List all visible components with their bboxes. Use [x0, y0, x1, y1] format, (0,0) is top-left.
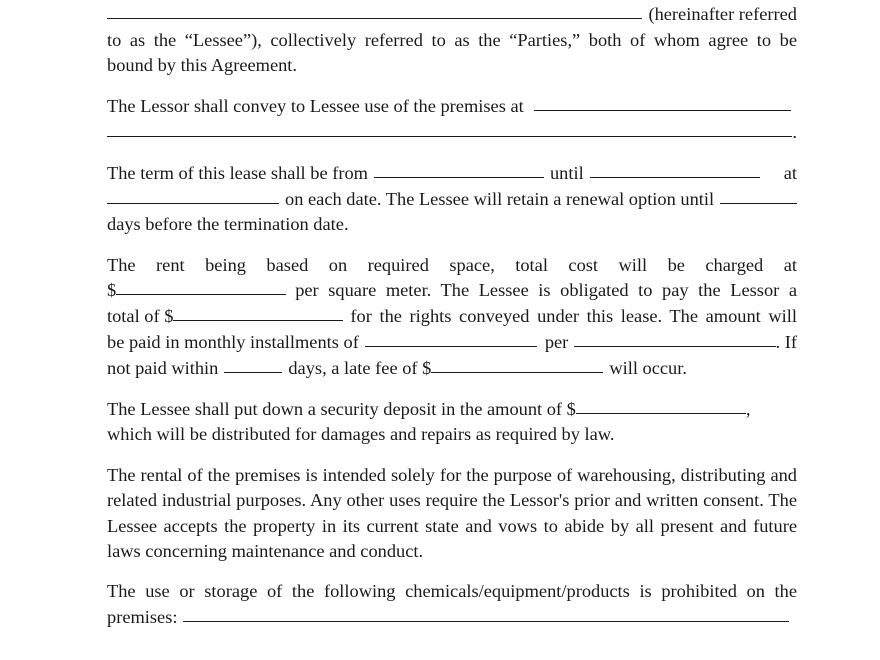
term-paragraph — [107, 160, 797, 237]
premises-paragraph — [107, 94, 797, 146]
premises-line-2 — [107, 120, 797, 146]
rent-line-4 — [107, 330, 797, 356]
rent-text-installments: be paid in monthly installments of — [107, 332, 359, 353]
rent-text-3: for the rights conveyed under this lease. The amount will — [350, 306, 797, 327]
installment-amount-blank[interactable] — [365, 329, 537, 347]
parties-text-3: bound by this Agreement. — [107, 55, 298, 76]
premises-address-blank-1[interactable] — [534, 93, 791, 111]
prohibited-items-blank[interactable] — [183, 604, 789, 622]
rent-paragraph — [107, 253, 797, 382]
renewal-days-blank[interactable] — [720, 185, 797, 203]
term-line-2 — [107, 186, 797, 212]
parties-paragraph — [107, 2, 797, 79]
rent-per-sqm-blank[interactable] — [116, 277, 286, 295]
deposit-comma: , — [745, 398, 751, 419]
premises-text: The Lessor shall convey to Lessee use of the premises at — [107, 96, 524, 117]
deposit-paragraph — [107, 397, 797, 448]
prohibited-text-1: The use or storage of the following chemicals/equipment/products is prohibited on the — [107, 581, 797, 602]
late-fee-blank[interactable] — [431, 355, 603, 373]
term-line-3 — [107, 212, 797, 237]
premises-line-1 — [107, 94, 797, 120]
use-paragraph — [107, 463, 797, 565]
parties-line-1 — [107, 2, 797, 28]
term-start-date-blank[interactable] — [374, 159, 544, 177]
installment-period-blank[interactable] — [574, 329, 775, 347]
deposit-text-1: The Lessee shall put down a security deposit in the amount of $ — [107, 398, 576, 419]
rent-total-prefix: total of $ — [107, 306, 174, 327]
rent-total-blank[interactable] — [173, 303, 343, 321]
prohibited-line-2 — [107, 605, 797, 631]
term-text-at: at — [783, 162, 797, 183]
prohibited-text-2: premises: — [107, 607, 178, 628]
rent-text-2: per square meter. The Lessee is obligated to pay the Lessor a — [295, 280, 797, 301]
term-text-from: The term of this lease shall be from — [107, 162, 368, 183]
use-text: The rental of the premises is intended solely for the purpose of warehousing, distributing and related industrial purposes. Any other uses require the Lessor's prior and written consent. The Lessee accepts the property in its current state and vows to abide by all present and future laws concerning maintenance and conduct. — [107, 464, 797, 561]
term-text-until: until — [549, 162, 584, 183]
parties-line-2 — [107, 28, 797, 53]
late-days-blank[interactable] — [224, 355, 282, 373]
prohibited-paragraph — [107, 579, 797, 630]
lessee-name-blank[interactable] — [107, 1, 642, 19]
parties-text-2: to as the “Lessee”), collectively referred to as the “Parties,” both of whom agree to be — [107, 29, 797, 50]
prohibited-line-1 — [107, 579, 797, 604]
term-end-date-blank[interactable] — [590, 159, 760, 177]
deposit-line-1 — [107, 397, 797, 423]
rent-text-not-paid: not paid within — [107, 358, 219, 379]
lease-document — [107, 2, 797, 646]
premises-period: . — [792, 122, 797, 143]
rent-text-if: . If — [775, 332, 797, 353]
term-text-renewal: on each date. The Lessee will retain a renewal option until — [285, 188, 715, 209]
rent-text-1: The rent being based on required space, total cost will be charged at — [107, 254, 797, 275]
parties-text-1: (hereinafter referred — [648, 4, 797, 25]
rent-line-1 — [107, 253, 797, 278]
deposit-amount-blank[interactable] — [576, 396, 746, 414]
premises-address-blank-2[interactable] — [107, 119, 792, 137]
rent-line-3 — [107, 304, 797, 330]
rent-line-2 — [107, 278, 797, 304]
term-text-termination: days before the termination date. — [107, 214, 349, 235]
rent-text-late-fee: days, a late fee of $ — [288, 358, 432, 379]
deposit-line-2 — [107, 422, 797, 447]
term-line-1 — [107, 160, 797, 186]
rent-line-5 — [107, 356, 797, 382]
deposit-text-2: which will be distributed for damages and repairs as required by law. — [107, 424, 615, 445]
parties-line-3 — [107, 53, 797, 78]
rent-text-per: per — [544, 332, 569, 353]
rent-text-will-occur: will occur. — [609, 358, 687, 379]
rent-dollar-1: $ — [107, 280, 117, 301]
term-time-blank[interactable] — [107, 185, 279, 203]
